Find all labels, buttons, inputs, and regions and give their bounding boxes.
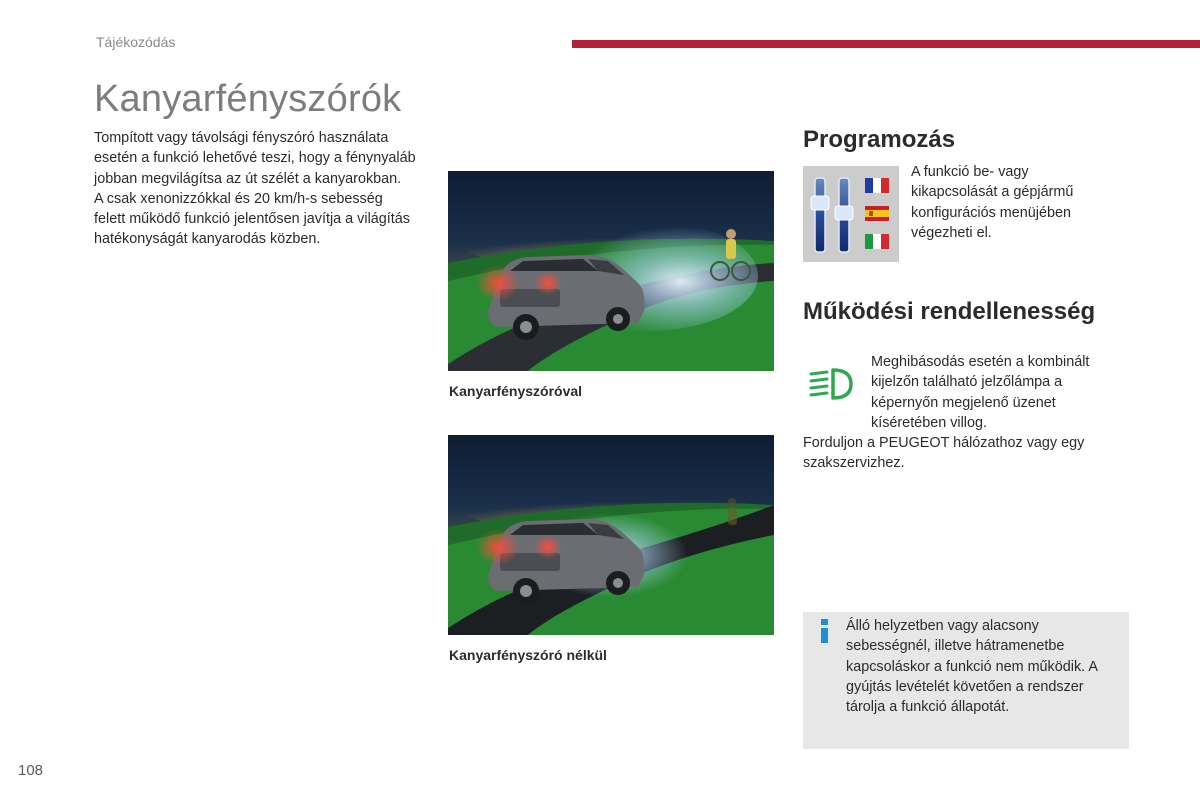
figure-caption-2: Kanyarfényszóró nélkül: [449, 647, 607, 663]
info-icon: [815, 618, 835, 644]
figure-without-cornering-light: [448, 435, 774, 635]
menu-settings-icon: [803, 166, 899, 262]
page-title: Kanyarfényszórók: [94, 78, 402, 120]
intro-paragraph-1: Tompított vagy távolsági fényszóró használata esetén a funkció lehetővé teszi, hogy a fénynyaláb jobban megvilágítsa az út szélét a kanyarokban.: [94, 130, 416, 187]
intro-text: [94, 128, 416, 250]
malfunction-heading: Működési rendellenesség: [803, 298, 1096, 325]
figure-with-cornering-light: [448, 171, 774, 371]
figure-caption-1: Kanyarfényszóróval: [449, 383, 583, 399]
malfunction-advice: Forduljon a PEUGEOT hálózathoz vagy egy szakszervizhez.: [803, 435, 1085, 472]
section-label: Tájékozódás: [96, 34, 176, 50]
headlamp-warning-icon: [803, 362, 859, 406]
info-text: Álló helyzetben vagy alacsony sebességnél, illetve hátramenetbe kapcsoláskor a funkció nem működik. A gyújtás levételét követően a rendszer tárolja a funkció állapotát.: [846, 618, 1098, 716]
intro-paragraph-2: A csak xenonizzókkal és 20 km/h-s sebesség felett működő funkció jelentősen javítja a világítás hatékonyságát kanyarodás közben.: [94, 190, 410, 248]
programming-text: A funkció be- vagy kikapcsolását a gépjármű konfigurációs menüjében végezheti el.: [911, 164, 1074, 241]
page-number: 108: [18, 762, 44, 779]
header-accent-bar: [572, 40, 1200, 48]
malfunction-text: Meghibásodás esetén a kombinált kijelzőn található jelzőlámpa a képernyőn megjelenő üzenet kíséretében villog.: [871, 354, 1090, 431]
programming-heading: Programozás: [803, 126, 956, 153]
